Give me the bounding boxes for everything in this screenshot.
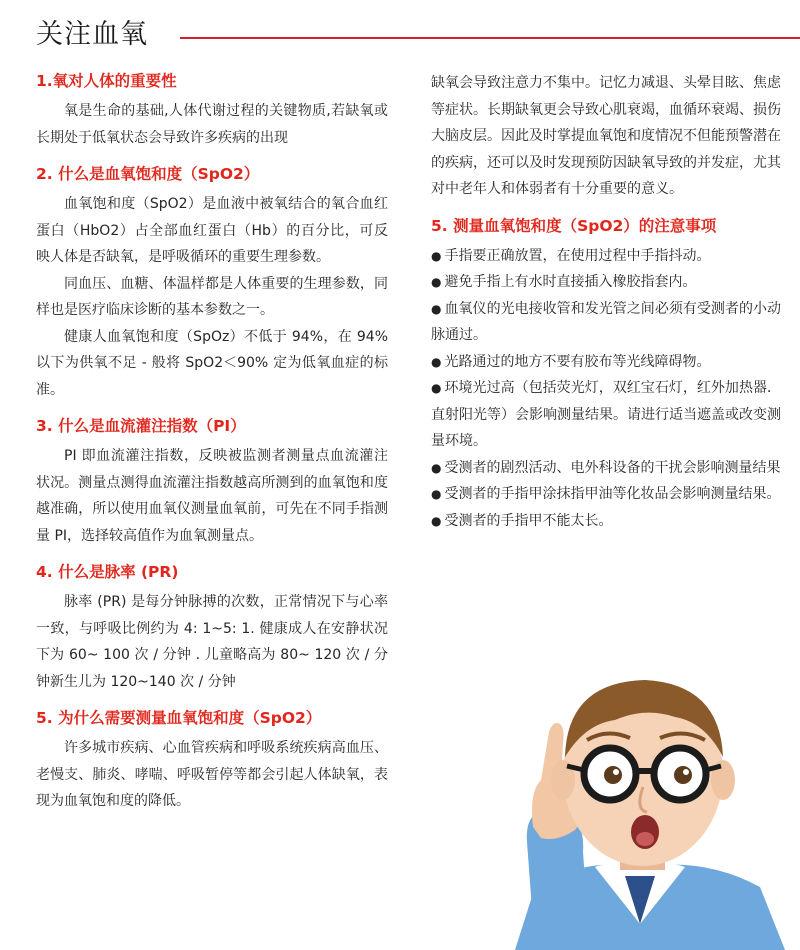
left-column bbox=[36, 70, 388, 827]
bullet-dot-icon: ● bbox=[431, 354, 442, 369]
bullet-dot-icon: ● bbox=[431, 275, 442, 289]
bullet-dot-icon: ● bbox=[431, 487, 442, 501]
section-heading: 3. 什么是血流灌注指数（PI） bbox=[36, 417, 246, 435]
paragraph: 同血压、血糖、体温样都是人体重要的生理参数，同样也是医疗临床诊断的基本参数之一。 bbox=[36, 275, 388, 318]
list-item: ● 受测者的手指甲不能太长。 bbox=[431, 512, 613, 529]
section-heading: 1.氧对人体的重要性 bbox=[36, 72, 177, 90]
bullet-dot-icon: ● bbox=[431, 381, 442, 395]
child-with-glasses-icon bbox=[475, 662, 800, 950]
bullet-dot-icon: ● bbox=[431, 513, 442, 528]
paragraph: 缺氧会导致注意力不集中。记忆力减退、头晕目眩、焦虑等症状。长期缺氧更会导致心肌衰竭，血循环衰竭、损伤大脑皮层。因此及时掌提血氧饱和度情况不但能预警潜在的疾病，还可以及时发现预防因缺氧导致的并发症，尤其对中老年人和体弱者有十分重要的意义。 bbox=[431, 75, 781, 197]
section-oxygen-importance bbox=[36, 70, 388, 151]
section-spo2-definition bbox=[36, 163, 388, 403]
paragraph: 血氧饱和度（SpO2）是血液中被氧结合的氧合血红蛋白（HbO2）占全部血红蛋白（Hb）的百分比，可反映人体是否缺氧，是呼吸循环的重要生理参数。 bbox=[36, 196, 388, 265]
bullet-dot-icon: ● bbox=[431, 460, 442, 475]
paragraph: 许多城市疾病、心血管疾病和呼吸系统疾病高血压、老慢支、肺炎、哮喘、呼吸暂停等都会引起人体缺氧，表现为血氧饱和度的降低。 bbox=[36, 740, 388, 809]
section-heading: 5. 测量血氧饱和度（SpO2）的注意事项 bbox=[431, 216, 717, 235]
list-item: ● 血氧仪的光电接收管和发光管之间必须有受测者的小动脉通过。 bbox=[431, 300, 781, 343]
section-precautions bbox=[431, 215, 781, 535]
list-item: ● 受测者的手指甲涂抹指甲油等化妆品会影响测量结果。 bbox=[431, 486, 781, 502]
bullet-dot-icon: ● bbox=[431, 248, 442, 263]
section-pulse-rate bbox=[36, 561, 388, 695]
section-heading: 2. 什么是血氧饱和度（SpO2） bbox=[36, 165, 260, 183]
list-item: ● 避免手指上有水时直接插入橡胶指套内。 bbox=[431, 274, 697, 290]
list-item: ● 光路通过的地方不要有胶布等光线障碍物。 bbox=[431, 353, 711, 370]
paragraph: 脉率 (PR) 是每分钟脉搏的次数，正常情况下与心率一致，与呼吸比例约为 4: 1~5: 1. 健康成人在安静状况下为 60~ 100 次 / 分钟 . 儿童略高为 80~ 120 次 / 分钟新生儿为 120~140 次 / 分钟 bbox=[36, 594, 388, 690]
section-heading: 4. 什么是脉率 (PR) bbox=[36, 563, 179, 581]
paragraph: 氧是生命的基础,人体代谢过程的关键物质,若缺氧或长期处于低氧状态会导致许多疾病的出现 bbox=[36, 103, 388, 146]
page-title: 关注血氧 bbox=[36, 19, 148, 50]
paragraph: PI 即血流灌注指数，反映被监测者测量点血流灌注状况。测量点测得血流灌注指数越高所测到的血氧饱和度越准确，所以使用血氧仪测量血氧前，可先在不同手指测量 PI，选择较高值作为血氧测量点。 bbox=[36, 448, 388, 544]
paragraph: 健康人血氧饱和度（SpOz）不低于 94%，在 94% 以下为供氧不足 - 般将 SpO2＜90% 定为低氧血症的标准。 bbox=[36, 328, 388, 398]
precautions-list bbox=[431, 243, 781, 535]
right-column bbox=[431, 70, 781, 546]
list-item: ● 受测者的剧烈活动、电外科设备的干扰会影响测量结果 bbox=[431, 459, 781, 476]
title-divider bbox=[180, 37, 800, 39]
bullet-dot-icon: ● bbox=[431, 301, 442, 316]
section-heading: 5. 为什么需要测量血氧饱和度（SpO2） bbox=[36, 709, 322, 727]
section-perfusion-index bbox=[36, 415, 388, 549]
list-item: ● 手指要正确放置，在使用过程中手指抖动。 bbox=[431, 247, 711, 264]
list-item: ● 环境光过高（包括荧光灯，双红宝石灯，红外加热器．直射阳光等）会影响测量结果。请进行适当遮盖或改变测量环境。 bbox=[431, 380, 781, 449]
section-why-measure bbox=[36, 707, 388, 815]
section-why-measure-continued bbox=[431, 70, 781, 203]
